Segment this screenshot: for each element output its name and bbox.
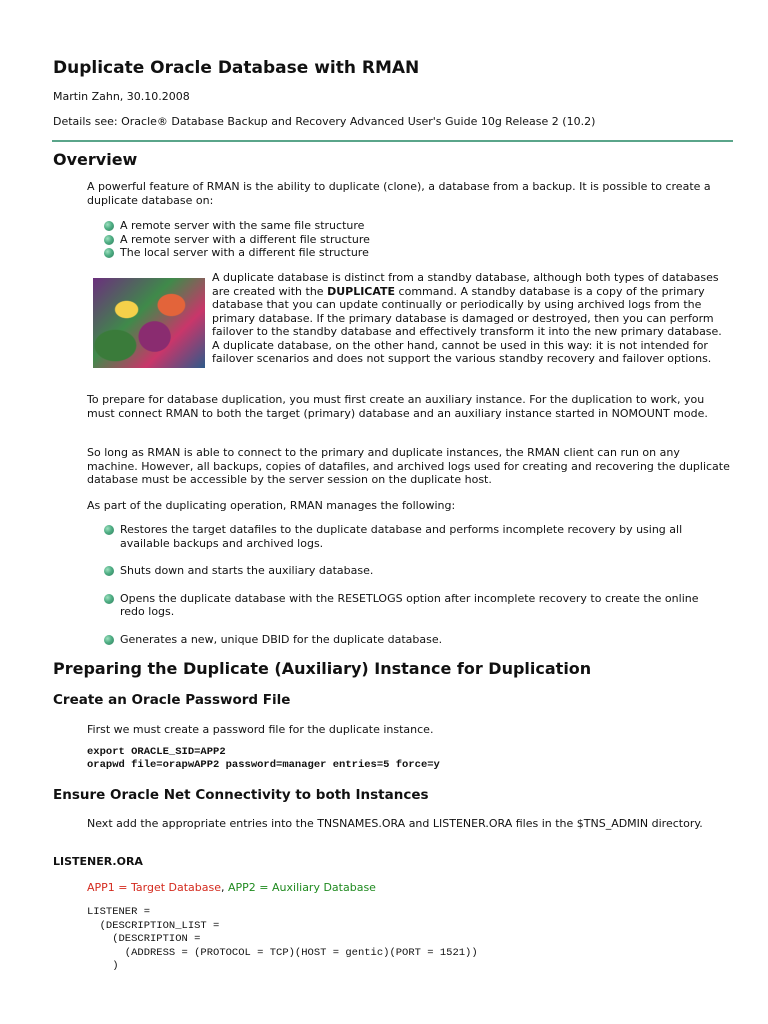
overview-heading: Overview	[53, 150, 138, 169]
artwork-image	[93, 278, 205, 368]
prepare-paragraph: To prepare for database duplication, you must first create an auxiliary instance. For the duplication to work, you must connect RMAN to both the target (primary) database and an auxiliary instance started in NOMOUNT mode.	[87, 393, 708, 420]
clone-targets-list	[104, 219, 370, 260]
database-legend: APP1 = Target Database, APP2 = Auxiliary Database	[87, 881, 376, 894]
listener-heading: LISTENER.ORA	[53, 855, 143, 868]
list-item: A remote server with a different file structure	[104, 233, 370, 247]
password-file-code: export ORACLE_SID=APP2 orapwd file=orapwAPP2 password=manager entries=5 force=y	[87, 746, 440, 771]
duplicate-command: DUPLICATE	[327, 284, 396, 298]
bullet-icon	[104, 248, 114, 258]
manages-intro: As part of the duplicating operation, RMAN manages the following:	[87, 499, 456, 512]
bullet-icon	[104, 525, 114, 535]
bullet-icon	[104, 235, 114, 245]
bullet-icon	[104, 566, 114, 576]
list-item: Restores the target datafiles to the duplicate database and performs incomplete recovery by using all available backups and archived logs.	[104, 523, 720, 550]
details-line: Details see: Oracle® Database Backup and Recovery Advanced User's Guide 10g Release 2 (10.2)	[53, 115, 596, 128]
auxiliary-database-label: APP2 = Auxiliary Database	[228, 881, 376, 894]
bullet-icon	[104, 594, 114, 604]
connect-paragraph: So long as RMAN is able to connect to the primary and duplicate instances, the RMAN client can run on any machine. However, all backups, copies of datafiles, and archived logs used for creating and recovering the duplicate database must be accessible by the server session on the duplicate host.	[87, 446, 730, 486]
heading-rule	[52, 140, 733, 142]
target-database-label: APP1 = Target Database	[87, 881, 222, 894]
bullet-icon	[104, 221, 114, 231]
list-item: Generates a new, unique DBID for the duplicate database.	[104, 633, 720, 647]
overview-intro: A powerful feature of RMAN is the ability to duplicate (clone), a database from a backup. It is possible to create a duplicate database on:	[87, 180, 711, 207]
password-file-heading: Create an Oracle Password File	[53, 692, 291, 708]
password-file-text: First we must create a password file for the duplicate instance.	[87, 723, 434, 736]
page-title: Duplicate Oracle Database with RMAN	[53, 58, 420, 78]
net-connectivity-heading: Ensure Oracle Net Connectivity to both Instances	[53, 787, 429, 803]
rman-manages-list	[104, 523, 720, 660]
list-item: The local server with a different file structure	[104, 246, 370, 260]
author-line: Martin Zahn, 30.10.2008	[53, 90, 190, 103]
list-item: A remote server with the same file structure	[104, 219, 370, 233]
preparing-heading: Preparing the Duplicate (Auxiliary) Instance for Duplication	[53, 659, 592, 678]
listener-code: LISTENER = (DESCRIPTION_LIST = (DESCRIPTION = (ADDRESS = (PROTOCOL = TCP)(HOST = gentic)(PORT = 1521)) )	[87, 906, 478, 972]
bullet-icon	[104, 635, 114, 645]
list-item: Opens the duplicate database with the RESETLOGS option after incomplete recovery to create the online redo logs.	[104, 592, 720, 619]
list-item: Shuts down and starts the auxiliary database.	[104, 564, 720, 578]
net-connectivity-text: Next add the appropriate entries into the TNSNAMES.ORA and LISTENER.ORA files in the $TNS_ADMIN directory.	[87, 817, 703, 830]
duplicate-vs-standby-paragraph: A duplicate database is distinct from a standby database, although both types of databases are created with the DUPLICATE command. A standby database is a copy of the primary database that you can update continually or periodically by using archived logs from the primary database. If the primary database is damaged or destroyed, then you can perform failover to the standby database and effectively transform it into the new primary database. A duplicate database, on the other hand, cannot be used in this way: it is not intended for failover scenarios and does not support the various standby recovery and failover options.	[212, 271, 722, 365]
